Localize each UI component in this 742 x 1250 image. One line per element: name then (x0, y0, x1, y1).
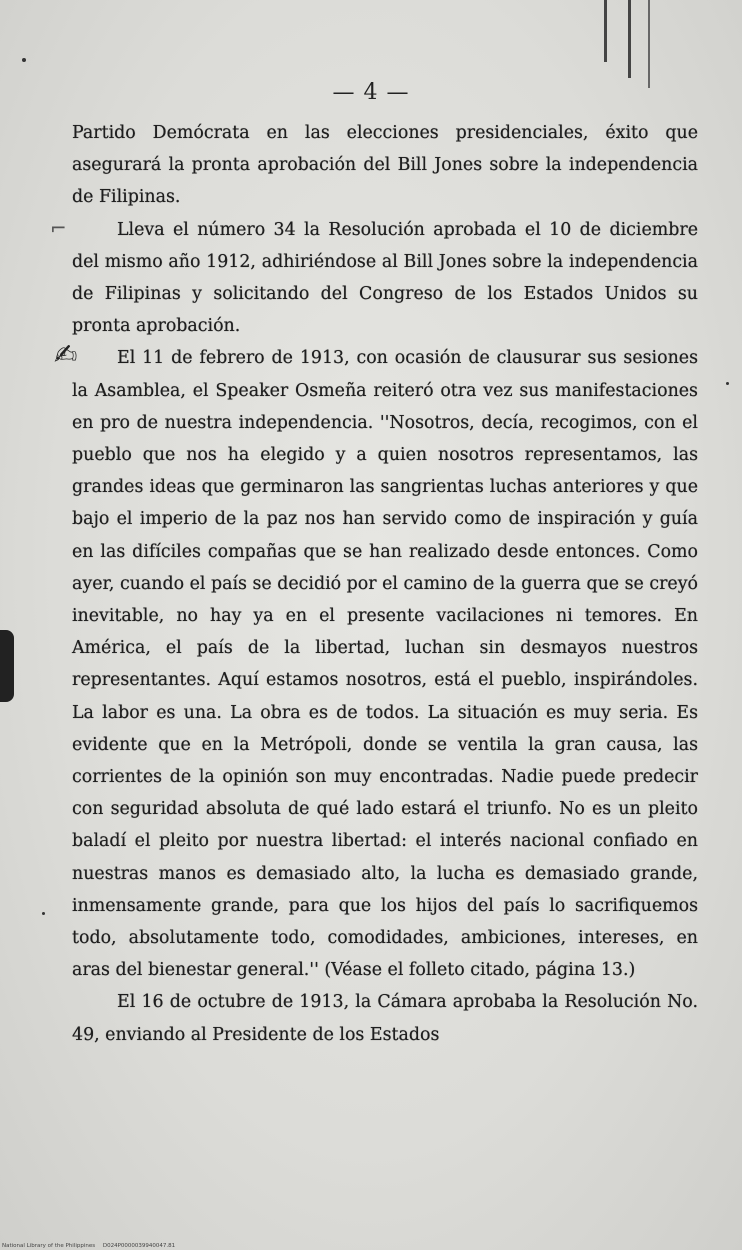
speck (42, 912, 45, 915)
binding-line (628, 0, 631, 78)
binding-line (604, 0, 607, 62)
margin-mark-icon: ✍ (54, 338, 78, 371)
speck (22, 58, 26, 62)
paragraph: El 16 de octubre de 1913, la Cámara aprobaba la Resolución No. 49, enviando al Presidente de los Estados (72, 992, 698, 1045)
binding-marks (598, 0, 668, 92)
body-text (72, 117, 698, 1051)
edge-blot (0, 630, 14, 702)
page-number: — 4 — (332, 80, 410, 105)
speck (726, 382, 729, 385)
binding-line (648, 0, 650, 88)
paragraph: Lleva el número 34 la Resolución aprobada el 10 de diciembre del mismo año 1912, adhiriéndose al Bill Jones sobre la independencia de Filipinas y solicitando del Congreso de los Estados Unidos su pronta aprobación. (72, 219, 698, 337)
document-id: D024P0000039940047.81 (102, 1243, 176, 1249)
paragraph-continued: Partido Demócrata en las elecciones presidenciales, éxito que asegurará la pronta aprobación del Bill Jones sobre la independencia de Filipinas. (72, 123, 698, 208)
library-name: National Library of the Philippines (2, 1243, 96, 1249)
margin-tick: ⌐ (50, 216, 67, 240)
footer-credit (2, 1243, 181, 1249)
paragraph: El 11 de febrero de 1913, con ocasión de clausurar sus sesiones la Asamblea, el Speaker Osmeña reiteró otra vez sus manifestaciones en pro de nuestra independencia. ''Nosotros, decía, recogimos, con el pueblo que nos ha elegido y a quien nosotros representamos, las grandes ideas que germinaron las sangrientas luchas anteriores y que bajo el imperio de la paz nos han servido como de inspiración y guía en las difíciles compañas que se han realizado desde entonces. Como ayer, cuando el país se decidió por el camino de la guerra que se creyó inevitable, no hay ya en el presente vacilaciones ni temores. En América, el país de la libertad, luchan sin desmayos nuestros representantes. Aquí estamos nosotros, está el pueblo, inspirándoles. La labor es una. La obra es de todos. La situación es muy seria. Es evidente que en la Metrópoli, donde se ventila la gran causa, las corrientes de la opinión son muy encontradas. Nadie puede predecir con seguridad absoluta de qué lado estará el triunfo. No es un pleito baladí el pleito por nuestra libertad: el interés nacional confiado en nuestras manos es demasiado alto, la lucha es demasiado grande, inmensamente grande, para que los hijos del país lo sacrifiquemos todo, absolutamente todo, comodidades, ambiciones, intereses, en aras del bienestar general.'' (Véase el folleto citado, página 13.) (72, 348, 698, 981)
